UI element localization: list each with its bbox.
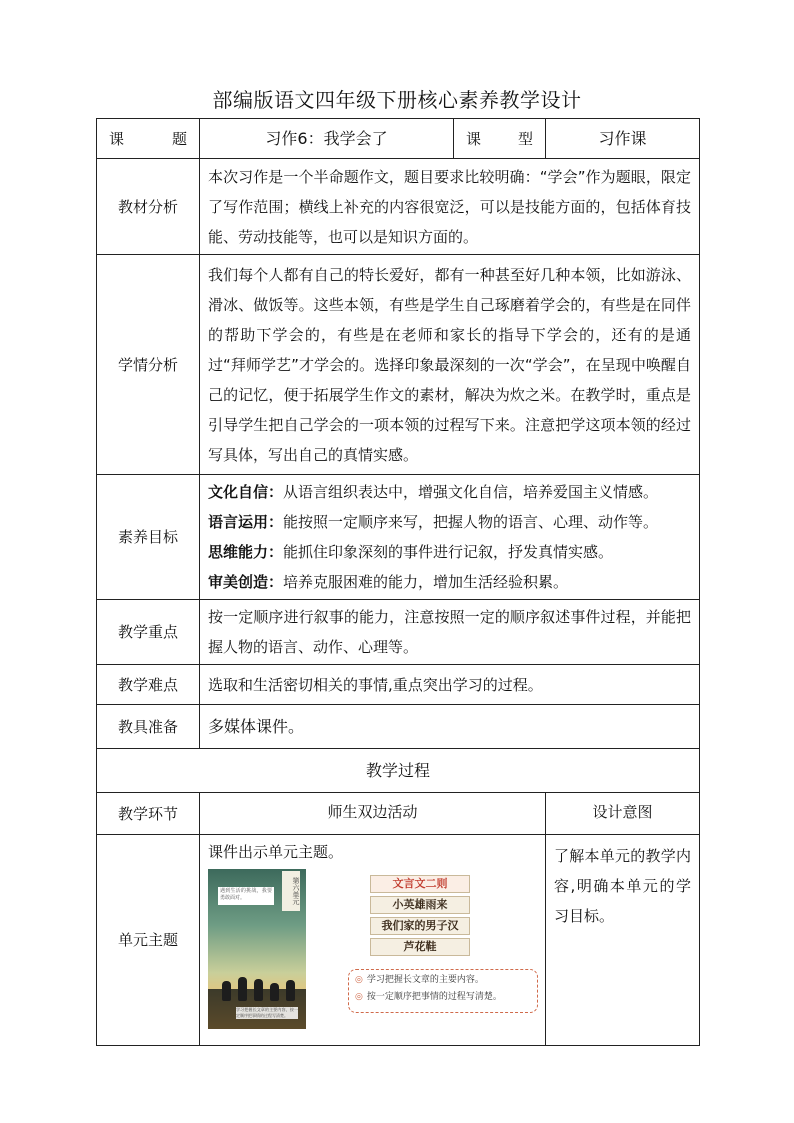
key-point-row [97, 600, 700, 665]
goal-item [208, 537, 691, 567]
cover-unit-label: 第六单元 [282, 871, 300, 911]
bullet-icon: ◎ [355, 992, 363, 1002]
goal-item [208, 567, 691, 597]
material-label: 教材分析 [97, 159, 200, 255]
child-silhouette [238, 977, 247, 1001]
goal-item [208, 477, 691, 507]
bullet-icon: ◎ [355, 975, 363, 985]
goal-key: 审美创造： [208, 573, 284, 591]
goal-item [208, 507, 691, 537]
lesson-title: 文言文二则 [370, 875, 470, 893]
difficulty-label: 教学难点 [97, 665, 200, 705]
cover-note: 遇到生活的挑战，我要勇敢面对。 [218, 887, 274, 905]
intent-column-header: 设计意图 [546, 793, 700, 835]
goal-key: 语言运用： [208, 513, 284, 531]
goal-key: 思维能力： [208, 543, 284, 561]
unit-goal-text: 学习把握长文章的主要内容。 [366, 975, 484, 985]
stage-column-header: 教学环节 [97, 793, 200, 835]
activity-column-header: 师生双边活动 [200, 793, 546, 835]
goal-key: 文化自信： [208, 483, 284, 501]
learner-text: 我们每个人都有自己的特长爱好，都有一种甚至好几种本领，比如游泳、滑冰、做饭等。这些本领，有些是学生自己琢磨着学会的，有些是在同伴的帮助下学会的，有些是在老师和家长的指导下学会的，还有的是通过“拜师学艺”才学会的。选择印象最深刻的一次“学会”，在呈现中唤醒自己的记忆，便于拓展学生作文的素材，解决为炊之米。在教学时，重点是引导学生把自己学会的一项本领的过程写下来。注意把学这项本领的经过写具体，写出自己的真情实感。 [200, 255, 700, 475]
literacy-goals [200, 475, 700, 600]
difficulty-row [97, 665, 700, 705]
cover-caption: 学习把握长文章的主要内容，按一定顺序把事情的过程写清楚。 [236, 1007, 298, 1018]
goal-text: 能抓住印象深刻的事件进行记叙，抒发真情实感。 [283, 543, 614, 561]
unit-goal [355, 989, 531, 1006]
child-silhouette [254, 979, 263, 1001]
lesson-title: 我们家的男子汉 [370, 917, 470, 935]
literacy-label: 素养目标 [97, 475, 200, 600]
unit-row [97, 835, 700, 1046]
lesson-plan-table [96, 118, 700, 1046]
unit-goal [355, 972, 531, 989]
process-title-row [97, 749, 700, 793]
tools-label: 教具准备 [97, 705, 200, 749]
unit-activity-cell [200, 835, 546, 1046]
lesson-title: 芦花鞋 [370, 938, 470, 956]
unit-stage-label: 单元主题 [97, 835, 200, 1046]
child-silhouette [222, 981, 231, 1001]
type-label: 课 型 [454, 119, 546, 159]
unit-activity-text: 课件出示单元主题。 [208, 843, 344, 861]
tools-row [97, 705, 700, 749]
header-row [97, 119, 700, 159]
textbook-cover-image [208, 869, 306, 1029]
child-silhouette [270, 983, 279, 1001]
child-silhouette [286, 980, 295, 1001]
goal-text: 培养克服困难的能力，增加生活经验积累。 [283, 573, 569, 591]
unit-goal-text: 按一定顺序把事情的过程写清楚。 [366, 992, 502, 1002]
literacy-row [97, 475, 700, 600]
material-text: 本次习作是一个半命题作文，题目要求比较明确：“学会”作为题眼，限定了写作范围；横线上补充的内容很宽泛，可以是技能方面的，包括体育技能、劳动技能等，也可以是知识方面的。 [200, 159, 700, 255]
goal-text: 能按照一定顺序来写，把握人物的语言、心理、动作等。 [283, 513, 659, 531]
learner-row [97, 255, 700, 475]
key-point-label: 教学重点 [97, 600, 200, 665]
lesson-title: 小英雄雨来 [370, 896, 470, 914]
process-header-row [97, 793, 700, 835]
material-row [97, 159, 700, 255]
tools-text: 多媒体课件。 [200, 705, 700, 749]
topic-label: 课 题 [97, 119, 200, 159]
difficulty-text: 选取和生活密切相关的事情,重点突出学习的过程。 [200, 665, 700, 705]
topic-value: 习作6：我学会了 [200, 119, 454, 159]
key-point-text: 按一定顺序进行叙事的能力，注意按照一定的顺序叙述事件过程，并能把握人物的语言、动作、心理等。 [200, 600, 700, 665]
unit-goals-box [348, 969, 538, 1013]
learner-label: 学情分析 [97, 255, 200, 475]
process-title: 教学过程 [97, 749, 700, 793]
type-value: 习作课 [546, 119, 700, 159]
unit-theme-image [208, 869, 540, 1037]
unit-intent-text: 了解本单元的教学内容,明确本单元的学习目标。 [546, 835, 700, 1046]
goal-text: 从语言组织表达中，增强文化自信，培养爱国主义情感。 [283, 483, 659, 501]
document-title: 部编版语文四年级下册核心素养教学设计 [212, 88, 582, 112]
